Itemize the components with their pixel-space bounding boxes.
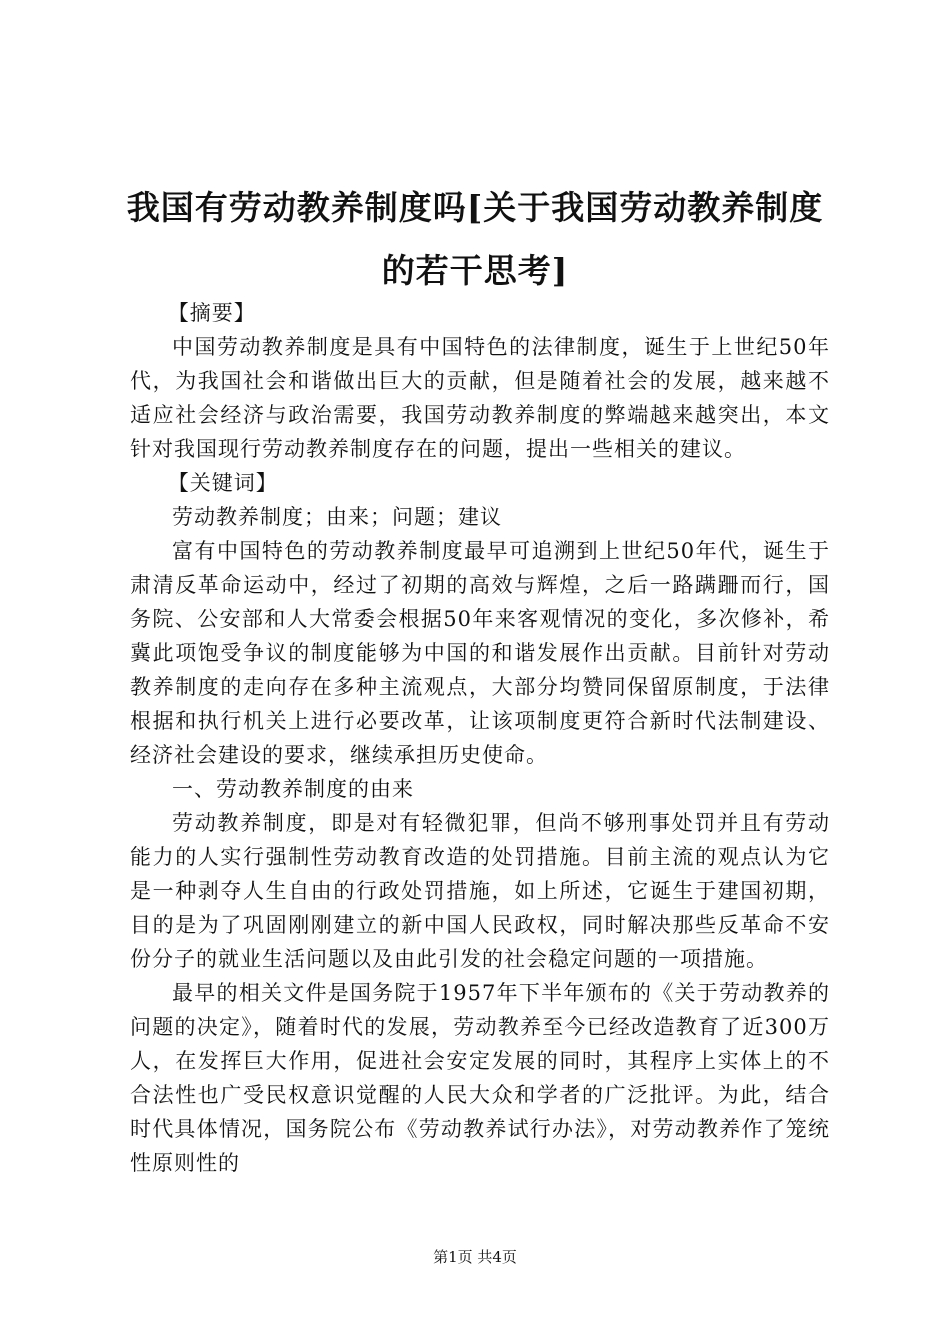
document-body [130, 296, 830, 1180]
body-paragraph: 劳动教养制度，即是对有轻微犯罪，但尚不够刑事处罚并且有劳动能力的人实行强制性劳动教育改造的处罚措施。目前主流的观点认为它是一种剥夺人生自由的行政处罚措施，如上所述，它诞生于建国初期，目的是为了巩固刚刚建立的新中国人民政权，同时解决那些反革命不安份分子的就业生活问题以及由此引发的社会稳定问题的一项措施。 [130, 811, 830, 971]
abstract-heading: 【摘要】 [167, 301, 256, 325]
section-heading: 一、劳动教养制度的由来 [172, 777, 414, 801]
abstract-paragraph: 中国劳动教养制度是具有中国特色的法律制度，诞生于上世纪50年代，为我国社会和谐做出巨大的贡献，但是随着社会的发展，越来越不适应社会经济与政治需要，我国劳动教养制度的弊端越来越突出，本文针对我国现行劳动教养制度存在的问题，提出一些相关的建议。 [130, 335, 830, 461]
body-paragraph: 最早的相关文件是国务院于1957年下半年颁布的《关于劳动教养的问题的决定》，随着时代的发展，劳动教养至今已经改造教育了近300万人，在发挥巨大作用，促进社会安定发展的同时，其程序上实体上的不合法性也广受民权意识觉醒的人民大众和学者的广泛批评。为此，结合时代具体情况，国务院公布《劳动教养试行办法》，对劳动教养作了笼统性原则性的 [130, 981, 830, 1175]
intro-paragraph: 富有中国特色的劳动教养制度最早可追溯到上世纪50年代，诞生于肃清反革命运动中，经过了初期的高效与辉煌，之后一路蹒跚而行，国务院、公安部和人大常委会根据50年来客观情况的变化，多次修补，希冀此项饱受争议的制度能够为中国的和谐发展作出贡献。目前针对劳动教养制度的走向存在多种主流观点，大部分均赞同保留原制度，于法律根据和执行机关上进行必要改革，让该项制度更符合新时代法制建设、经济社会建设的要求，继续承担历史使命。 [130, 539, 830, 767]
page-number: 第1页 共4页 [433, 1248, 517, 1266]
document-title: 我国有劳动教养制度吗[关于我国劳动教养制度的若干思考] [126, 188, 824, 290]
keywords-paragraph: 劳动教养制度；由来；问题；建议 [172, 505, 502, 529]
keywords-heading: 【关键词】 [167, 471, 278, 495]
